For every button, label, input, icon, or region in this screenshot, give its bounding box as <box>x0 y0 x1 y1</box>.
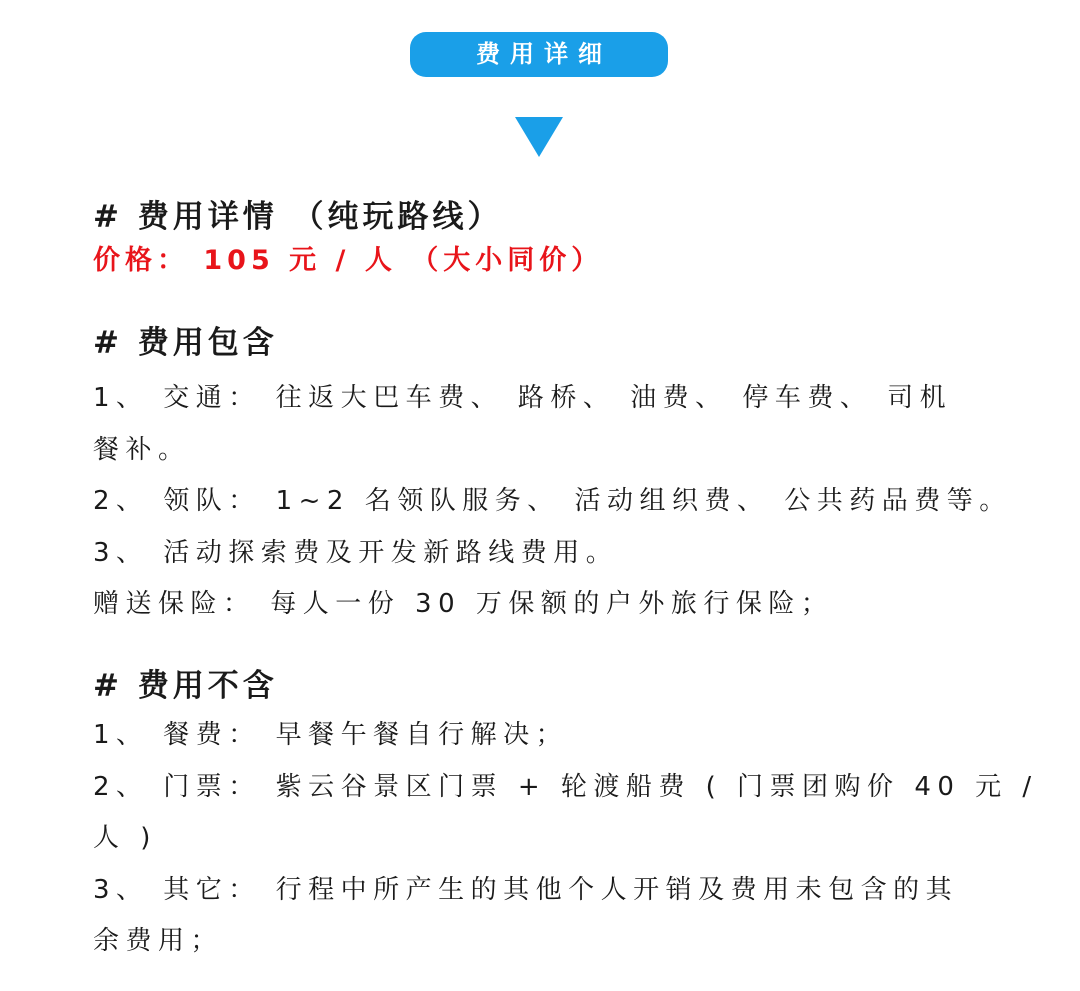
list-item-line: 3、 其它： 行程中所产生的其他个人开销及费用未包含的其 <box>93 874 959 905</box>
list-item-line: 3、 活动探索费及开发新路线费用。 <box>93 537 619 568</box>
list-item-line: 餐补。 <box>93 434 191 465</box>
fee-summary-section <box>93 195 1060 283</box>
fee-included-heading: # 费用包含 <box>93 325 278 361</box>
list-item-line: 1、 餐费： 早餐午餐自行解决； <box>93 720 569 750</box>
fee-included-section <box>93 319 1060 631</box>
list-item-line: 余费用； <box>93 926 224 956</box>
fee-summary-heading: # 费用详情 （纯玩路线） <box>93 199 503 235</box>
list-item-line: 人 ) <box>93 823 157 853</box>
fee-excluded-list <box>93 710 1060 968</box>
fee-details-badge <box>410 32 668 77</box>
down-triangle-shape <box>515 117 563 157</box>
list-item-line: 1、 交通： 往返大巴车费、 路桥、 油费、 停车费、 司机 <box>93 383 953 413</box>
badge-label: 费用详细 <box>476 40 612 68</box>
list-item-line: 2、 门票： 紫云谷景区门票 + 轮渡船费 ( 门票团购价 40 元 / <box>93 771 1038 802</box>
price-line: 价格： 105 元 / 人 （大小同价） <box>93 245 604 276</box>
fee-included-list <box>93 373 1060 631</box>
fee-excluded-heading: # 费用不含 <box>93 668 278 704</box>
list-item-line: 2、 领队： 1~2 名领队服务、 活动组织费、 公共药品费等。 <box>93 486 1012 516</box>
down-triangle-icon <box>515 117 563 157</box>
fee-excluded-section <box>93 662 1060 968</box>
insurance-line: 赠送保险： 每人一份 30 万保额的户外旅行保险； <box>93 589 834 619</box>
